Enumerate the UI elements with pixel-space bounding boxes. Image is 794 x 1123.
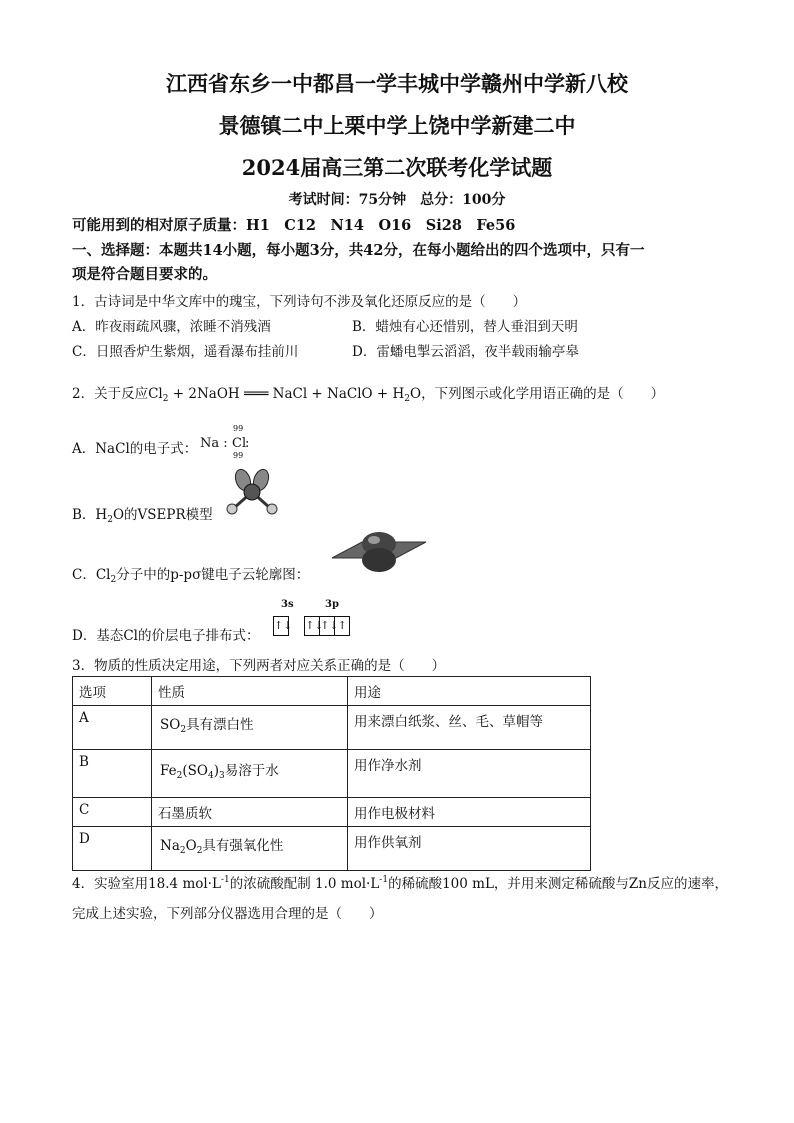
q4-stem-line1: 4．实验室用18.4 $mol\cdot L^{-1}$的浓硫酸配制 1.0 $mol\cdot L^{-1}$的稀硫酸100 mL，并用来测定稀硫酸与Zn反应的速率， [72, 875, 728, 892]
q2-stem: 2．关于反应$Cl_2$ + 2NaOH ═══ NaCl + NaClO + $H_2O$，下列图示或化学用语正确的是（ ） [72, 386, 665, 404]
orbital-3s-box: ↑↓ [273, 616, 289, 636]
q1-option-d: D．雷蟠电掣云滔滔，夜半载雨输亭皋 [352, 344, 579, 360]
table-header-cell: 用途 [348, 677, 591, 706]
table-cell-property: $Fe_2(SO_4)_3$易溶于水 [152, 750, 348, 798]
exam-title: 2024届高三第二次联考化学试题 [241, 155, 553, 180]
q2-option-c: C．$Cl_2$分子中的p-pσ键电子云轮廓图： [72, 567, 310, 585]
table-cell-property: 石墨质软 [152, 798, 348, 827]
school-names-line2: 景德镇二中上栗中学上饶中学新建二中 [218, 113, 576, 138]
orbital-diagram [274, 614, 350, 636]
p-p-sigma-cloud-image [322, 528, 428, 578]
q4-stem-line2: 完成上述实验，下列部分仪器选用合理的是（ ） [72, 906, 383, 922]
table-cell-use: 用来漂白纸浆、丝、毛、草帽等 [348, 706, 591, 750]
orbital-3p-box-1: ↑↓ [304, 616, 320, 636]
exam-info: 考试时间：75分钟 总分：100分 [288, 192, 506, 208]
table-row [73, 750, 591, 798]
atomic-masses: 可能用到的相对原子质量：H1 C12 N14 O16 Si28 Fe56 [72, 217, 516, 234]
q3-table [72, 676, 591, 871]
q2-option-a: A．NaCl的电子式： [72, 441, 198, 457]
table-cell-option: D [73, 827, 152, 871]
table-header-cell: 性质 [152, 677, 348, 706]
table-row [73, 827, 591, 871]
q1-option-c: C．日照香炉生紫烟，遥看瀑布挂前川 [72, 344, 299, 360]
section-heading-cont: 项是符合题目要求的。 [72, 266, 217, 283]
table-cell-use: 用作净水剂 [348, 750, 591, 798]
table-row [73, 706, 591, 750]
orbital-label-3s: 3s [281, 599, 294, 610]
q2-option-b: B．$H_2O$的VSEPR模型 [72, 507, 213, 525]
table-cell-property: $SO_2$具有漂白性 [152, 706, 348, 750]
table-cell-option: B [73, 750, 152, 798]
table-header-row [73, 677, 591, 706]
q3-stem: 3．物质的性质决定用途，下列两者对应关系正确的是（ ） [72, 658, 446, 674]
table-cell-property: $Na_2O_2$具有强氧化性 [152, 827, 348, 871]
q2-equation: $Cl_2$ + 2NaOH ═══ NaCl + NaClO + $H_2O$ [148, 386, 422, 404]
table-cell-option: C [73, 798, 152, 827]
q1-option-a: A．昨夜雨疏风骤，浓睡不消残酒 [72, 319, 271, 335]
school-names-line1: 江西省东乡一中都昌一学丰城中学赣州中学新八校 [166, 71, 628, 96]
section-heading: 一、选择题：本题共14小题，每小题3分，共42分，在每小题给出的四个选项中，只有一 [72, 242, 645, 259]
vsepr-model-image [224, 466, 284, 516]
table-row [73, 798, 591, 827]
orbital-label-3p: 3p [325, 599, 339, 610]
q1-option-b: B．蜡烛有心还惜别，替人垂泪到天明 [352, 319, 578, 335]
table-cell-use: 用作供氧剂 [348, 827, 591, 871]
q2-option-d: D．基态Cl的价层电子排布式： [72, 628, 260, 644]
q1-stem: 1．古诗词是中华文库中的瑰宝，下列诗句不涉及氧化还原反应的是（ ） [72, 294, 527, 310]
table-cell-use: 用作电极材料 [348, 798, 591, 827]
orbital-3p-box-2: ↑↓ [319, 616, 335, 636]
table-header-cell: 选项 [73, 677, 152, 706]
orbital-3p-box-3: ↑ [334, 616, 350, 636]
table-cell-option: A [73, 706, 152, 750]
